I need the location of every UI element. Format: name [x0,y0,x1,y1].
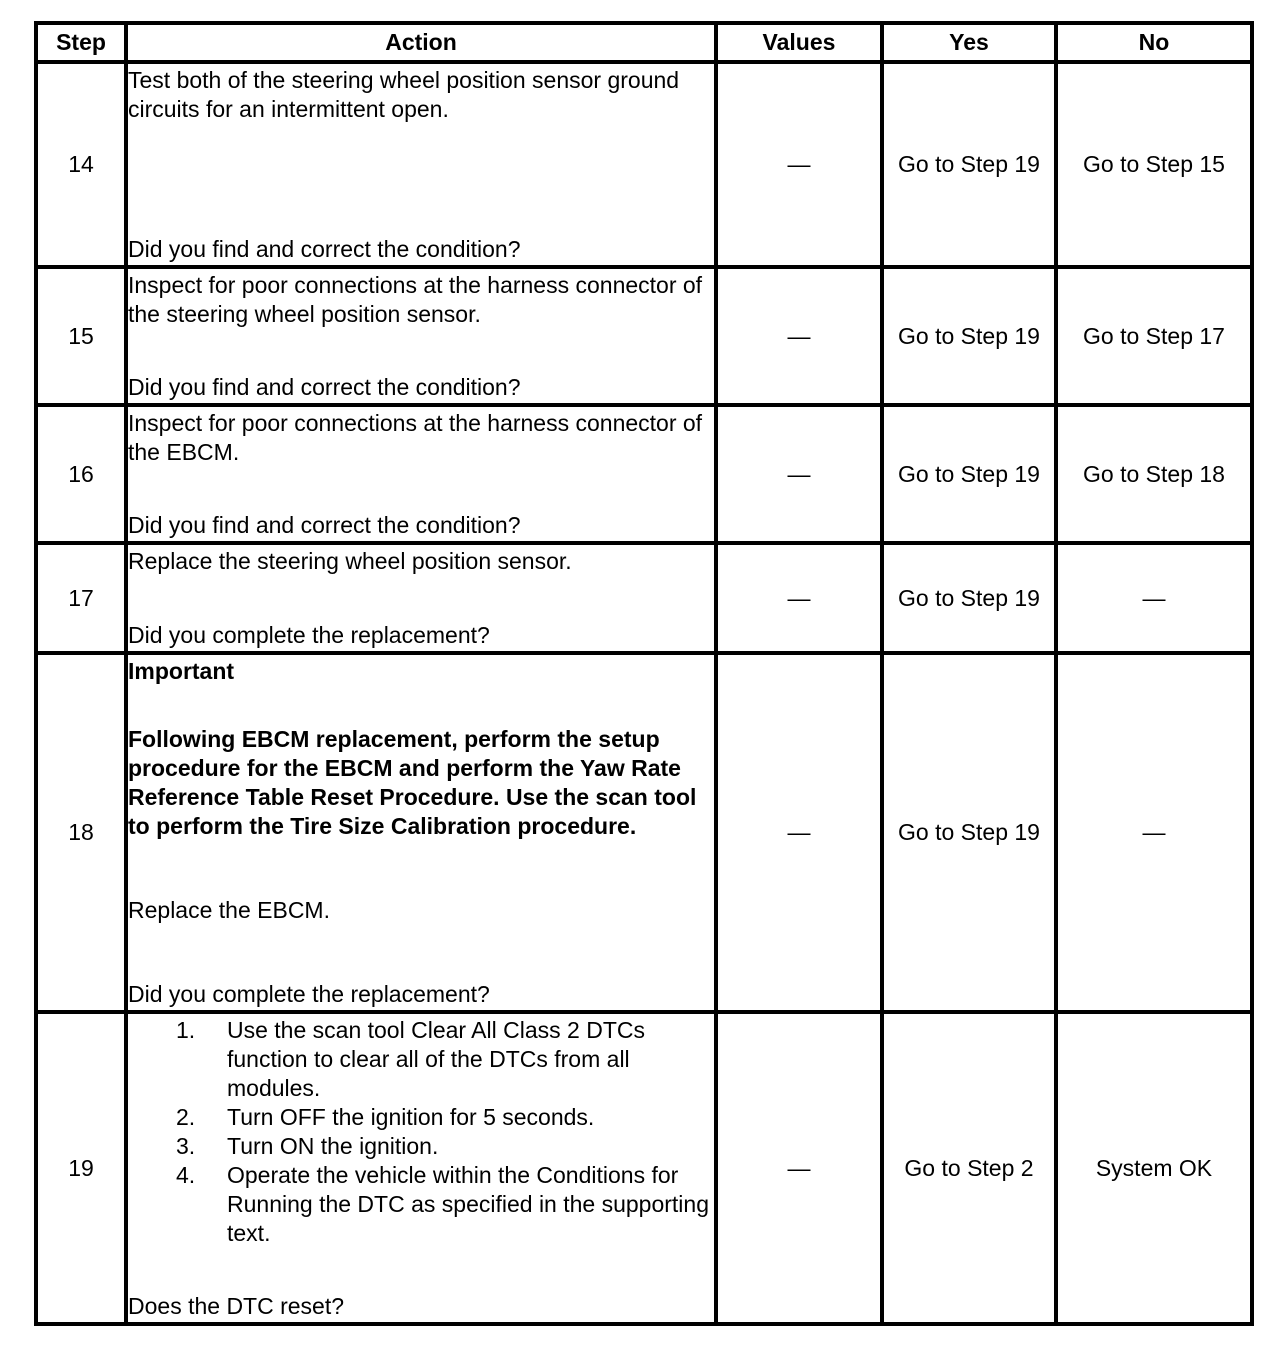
action-cell [126,653,716,1012]
no-cell: — [1056,653,1252,1012]
header-action: Action [126,23,716,62]
values-cell: — [716,653,882,1012]
step-number: 18 [36,653,126,1012]
values-cell: — [716,1012,882,1324]
action-text: Replace the steering wheel position sensor. [128,547,572,574]
substep-number: 2. [176,1103,196,1130]
values-cell: — [716,543,882,653]
action-cell [126,543,716,653]
yes-cell: Go to Step 19 [882,267,1056,405]
values-cell: — [716,405,882,543]
list-item [128,1016,714,1103]
table-row-step-19 [36,1012,1252,1324]
action-cell [126,405,716,543]
table-row-step-14 [36,62,1252,267]
no-cell: System OK [1056,1012,1252,1324]
list-item [128,1132,714,1161]
table-row-step-17 [36,543,1252,653]
action-question: Did you complete the replacement? [128,621,490,648]
action-question: Did you find and correct the condition? [128,235,521,262]
action-cell [126,1012,716,1324]
action-cell [126,62,716,267]
no-cell: — [1056,543,1252,653]
yes-cell: Go to Step 19 [882,405,1056,543]
header-yes: Yes [882,23,1056,62]
action-question: Did you find and correct the condition? [128,373,521,400]
diagnostic-table-container [34,21,1250,1326]
substep-list [128,1016,714,1248]
action-question: Did you find and correct the condition? [128,511,521,538]
substep-number: 3. [176,1132,196,1159]
action-text: Inspect for poor connections at the harness connector of the EBCM. [128,409,703,465]
step-number: 19 [36,1012,126,1324]
action-text: Inspect for poor connections at the harness connector of the steering wheel position sensor. [128,271,703,327]
list-item [128,1161,714,1248]
step-number: 17 [36,543,126,653]
table-row-step-18 [36,653,1252,1012]
substep-text: Operate the vehicle within the Conditions for Running the DTC as specified in the supporting text. [227,1161,710,1246]
action-question: Did you complete the replacement? [128,980,490,1007]
no-cell: Go to Step 18 [1056,405,1252,543]
action-text: Test both of the steering wheel position sensor ground circuits for an intermittent open. [128,66,680,122]
action-question: Does the DTC reset? [128,1292,345,1319]
substep-number: 4. [176,1161,196,1188]
step-number: 16 [36,405,126,543]
diagnostic-table [34,21,1254,1326]
header-no: No [1056,23,1252,62]
substep-text: Use the scan tool Clear All Class 2 DTCs function to clear all of the DTCs from all modules. [227,1016,645,1101]
action-text: Replace the EBCM. [128,896,330,923]
substep-text: Turn OFF the ignition for 5 seconds. [227,1103,595,1130]
table-row-step-15 [36,267,1252,405]
action-cell [126,267,716,405]
yes-cell: Go to Step 19 [882,653,1056,1012]
substep-text: Turn ON the ignition. [227,1132,439,1159]
yes-cell: Go to Step 19 [882,543,1056,653]
step-number: 15 [36,267,126,405]
important-label: Important [128,657,235,684]
yes-cell: Go to Step 19 [882,62,1056,267]
important-notice: Following EBCM replacement, perform the setup procedure for the EBCM and perform the Yaw Rate Reference Table Reset Procedure. Use the scan tool to perform the Tire Size Calibration procedure. [128,725,697,839]
header-step: Step [36,23,126,62]
header-row [36,23,1252,62]
list-item [128,1103,714,1132]
table-row-step-16 [36,405,1252,543]
no-cell: Go to Step 15 [1056,62,1252,267]
header-values: Values [716,23,882,62]
no-cell: Go to Step 17 [1056,267,1252,405]
yes-cell: Go to Step 2 [882,1012,1056,1324]
substep-number: 1. [176,1016,196,1043]
values-cell: — [716,267,882,405]
step-number: 14 [36,62,126,267]
values-cell: — [716,62,882,267]
